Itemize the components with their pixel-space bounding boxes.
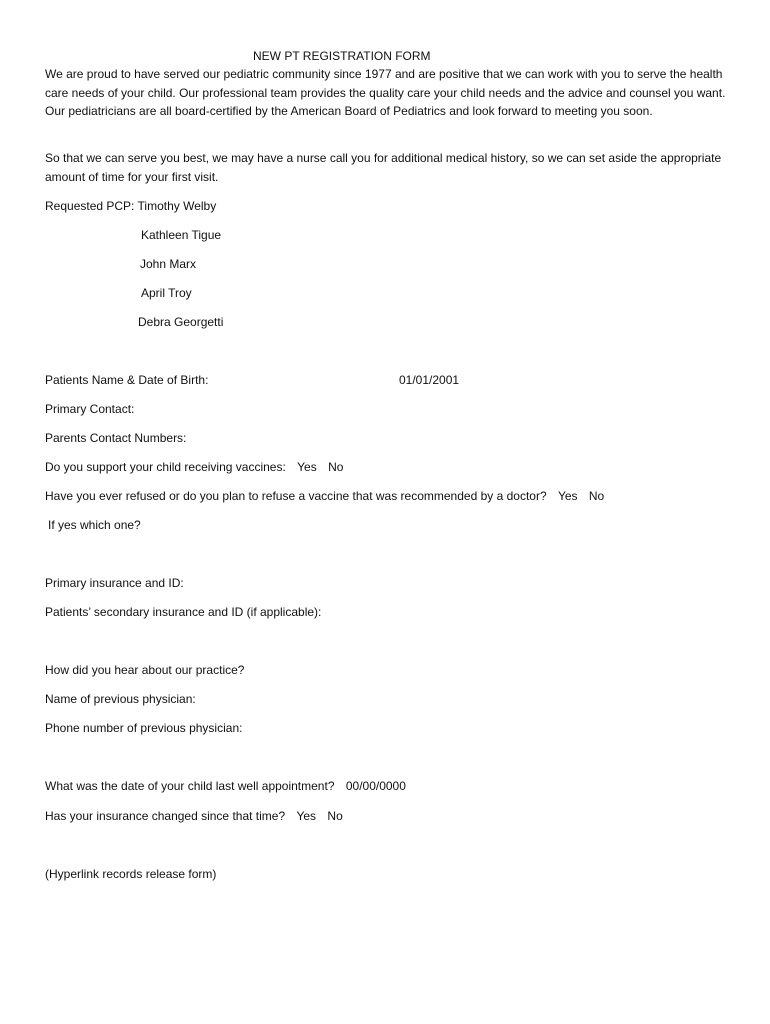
refused-vaccine-row xyxy=(45,487,604,505)
secondary-insurance-label: Patients’ secondary insurance and ID (if applicable): xyxy=(45,605,322,619)
records-release-link[interactable]: (Hyperlink records release form) xyxy=(45,867,217,881)
pcp-option-3[interactable]: John Marx xyxy=(140,257,197,271)
hear-about-label: How did you hear about our practice? xyxy=(45,663,245,677)
insurance-changed-no-option[interactable]: No xyxy=(327,809,343,823)
refused-no-option[interactable]: No xyxy=(588,489,605,503)
refused-yes-option[interactable]: Yes xyxy=(557,489,578,503)
patient-name-dob-label: Patients Name & Date of Birth: xyxy=(45,373,209,387)
pcp-option-4[interactable]: April Troy xyxy=(141,286,192,300)
nurse-paragraph: So that we can serve you best, we may have a nurse call you for additional medical history, so we can set aside the appropriate amount of time for your first visit. xyxy=(45,151,722,184)
insurance-changed-yes-option[interactable]: Yes xyxy=(296,809,317,823)
patient-dob-value[interactable]: 01/01/2001 xyxy=(399,373,460,387)
requested-pcp-row xyxy=(45,197,216,215)
insurance-changed-question: Has your insurance changed since that time? xyxy=(45,809,286,823)
parents-contact-label: Parents Contact Numbers: xyxy=(45,431,187,445)
pcp-option-2[interactable]: Kathleen Tigue xyxy=(141,228,222,242)
last-well-row xyxy=(45,777,406,795)
last-well-value[interactable]: 00/00/0000 xyxy=(345,779,406,793)
form-title: NEW PT REGISTRATION FORM xyxy=(253,49,431,63)
insurance-changed-row xyxy=(45,807,343,825)
if-yes-which-label: If yes which one? xyxy=(48,518,141,532)
refused-vaccine-question: Have you ever refused or do you plan to refuse a vaccine that was recommended by a doctor? xyxy=(45,489,547,503)
primary-insurance-label: Primary insurance and ID: xyxy=(45,576,184,590)
previous-physician-phone-label: Phone number of previous physician: xyxy=(45,721,243,735)
vaccines-question: Do you support your child receiving vaccines: xyxy=(45,460,286,474)
intro-paragraph: We are proud to have served our pediatric community since 1977 and are positive that we can work with you to serve the health care needs of your child. Our professional team provides the quality care your child needs and the advice and counsel you want. Our pediatricians are all board-certified by the American Board of Pediatrics and look forward to meeting you soon. xyxy=(45,67,726,118)
last-well-question: What was the date of your child last well appointment? xyxy=(45,779,335,793)
requested-pcp-label: Requested PCP: xyxy=(45,199,135,213)
previous-physician-label: Name of previous physician: xyxy=(45,692,196,706)
primary-contact-label: Primary Contact: xyxy=(45,402,135,416)
vaccines-yes-option[interactable]: Yes xyxy=(297,460,317,474)
pcp-option-1[interactable]: Timothy Welby xyxy=(137,199,217,213)
vaccines-no-option[interactable]: No xyxy=(328,460,344,474)
pcp-option-5[interactable]: Debra Georgetti xyxy=(138,315,224,329)
vaccines-row xyxy=(45,458,343,476)
